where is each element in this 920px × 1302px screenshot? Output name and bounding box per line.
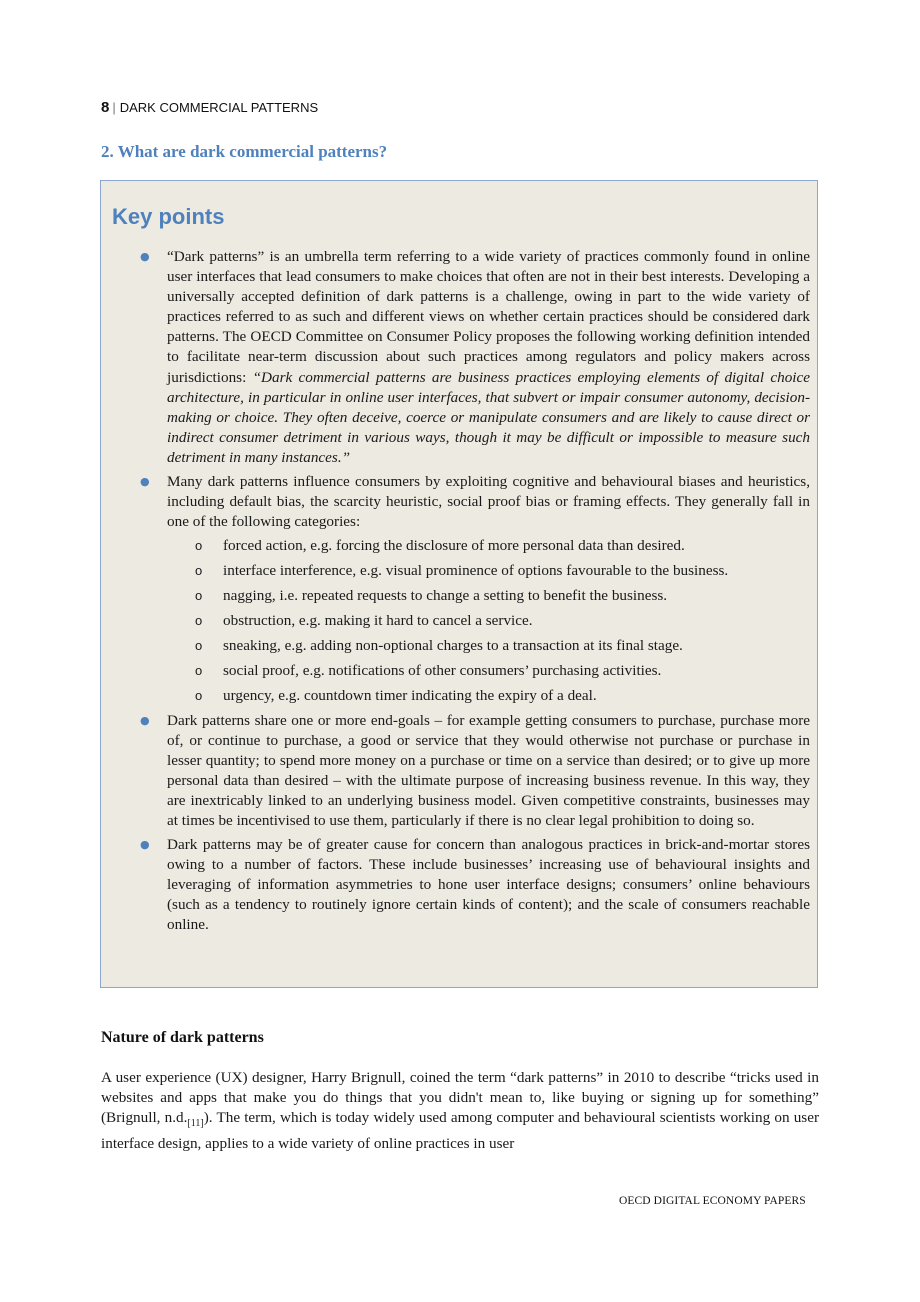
circle-bullet-icon: o — [195, 687, 203, 703]
circle-bullet-icon: o — [195, 588, 203, 604]
category-item — [167, 586, 810, 606]
category-item — [167, 561, 810, 581]
key-point-text: Dark patterns may be of greater cause for concern than analogous practices in brick-and-mortar stores owing to a number of factors. These include businesses’ increasing use of behavioural insights and leveraging of information asymmetries to hone user interface designs; consumers’ online behaviours (such as a tendency to routinely ignore certain kinds of content); and the scale of consumers reachable online. — [167, 836, 810, 934]
running-header — [101, 99, 318, 116]
category-item — [167, 661, 810, 681]
category-list — [167, 536, 810, 705]
section-title: 2. What are dark commercial patterns? — [101, 142, 388, 161]
bullet-icon: ● — [140, 475, 150, 489]
key-point-3 — [140, 711, 810, 832]
subsection-heading: Nature of dark patterns — [101, 1029, 264, 1046]
key-points-box — [100, 180, 818, 988]
page-footer: OECD DIGITAL ECONOMY PAPERS — [619, 1195, 806, 1207]
key-point-text: Many dark patterns influence consumers by exploiting cognitive and behavioural biases and heuristics, including default bias, the scarcity heuristic, social proof bias or framing effects. They generally fall in one of the following categories: — [167, 473, 810, 531]
running-title: DARK COMMERCIAL PATTERNS — [119, 100, 319, 115]
citation-link[interactable]: [11] — [187, 1118, 204, 1130]
circle-bullet-icon: o — [195, 637, 203, 653]
category-item — [167, 536, 810, 556]
bullet-icon: ● — [140, 838, 150, 852]
category-item — [167, 636, 810, 656]
category-item — [167, 686, 810, 706]
circle-bullet-icon: o — [195, 612, 203, 628]
body-paragraph — [101, 1068, 819, 1154]
category-text: interface interference, e.g. visual prominence of options favourable to the business. — [223, 562, 729, 580]
category-text: urgency, e.g. countdown timer indicating the expiry of a deal. — [223, 686, 597, 704]
category-text: social proof, e.g. notifications of other consumers’ purchasing activities. — [223, 661, 662, 679]
circle-bullet-icon: o — [195, 538, 203, 554]
key-point-1 — [140, 247, 811, 468]
definition-quote: “Dark commercial patterns are business practices employing elements of digital choice architecture, in particular in online user interfaces, that subvert or impair consumer autonomy, decision-making or choice. They often deceive, coerce or manipulate consumers and are likely to cause direct or indirect consumer detriment in various ways, though it may be difficult or impossible to measure such detriment in many instances.” — [167, 368, 811, 466]
category-text: obstruction, e.g. making it hard to cancel a service. — [223, 611, 533, 629]
paragraph-text: A user experience (UX) designer, Harry Brignull, coined the term “dark patterns” in 2010 to describe “tricks used in websites and apps that make you do things that you didn't mean to, like buying or signing up for something” (Brignull, n.d. — [101, 1069, 819, 1127]
category-text: nagging, i.e. repeated requests to change a setting to benefit the business. — [223, 587, 668, 605]
bullet-icon: ● — [140, 713, 150, 727]
category-item — [167, 611, 810, 631]
bullet-icon: ● — [140, 250, 150, 263]
header-separator: | — [112, 100, 116, 115]
key-point-text: Dark patterns share one or more end-goals – for example getting consumers to purchase, purchase more of, or continue to purchase, a good or service that they would otherwise not purchase or purchase in lesser quantity; to spend more money on a purchase or time on a service than desired; or to give up more personal data than desired – with the ultimate purpose of increasing business revenue. In this way, they are inextricably linked to an underlying business model. Given competitive constraints, businesses may at times be incentivised to use them, particularly if there is no clear legal prohibition to doing so. — [167, 711, 810, 830]
category-text: forced action, e.g. forcing the disclosure of more personal data than desired. — [223, 537, 685, 555]
page-number: 8 — [101, 99, 110, 116]
category-text: sneaking, e.g. adding non-optional charges to a transaction at its final stage. — [223, 636, 683, 654]
key-points-title: Key points — [112, 204, 225, 229]
key-points-list — [140, 247, 811, 940]
circle-bullet-icon: o — [195, 662, 203, 678]
key-point-2 — [140, 472, 810, 706]
key-point-text: “Dark patterns” is an umbrella term referring to a wide variety of practices commonly found in online user interfaces that lead consumers to make choices that often are not in their best interests. Developing a universally accepted definition of dark patterns is a challenge, owing in part to the wide variety of practices referred to as such and different views on whether certain practices should be considered dark patterns. The OECD Committee on Consumer Policy proposes the following working definition intended to facilitate near-term discussion about such practices among regulators and policy makers across jurisdictions: — [167, 248, 810, 386]
circle-bullet-icon: o — [195, 563, 203, 579]
paragraph-text: ). The term, which is today widely used among computer and behavioural scientists working on user interface design, applies to a wide variety of online practices in user — [101, 1109, 819, 1153]
key-point-4 — [140, 835, 810, 935]
